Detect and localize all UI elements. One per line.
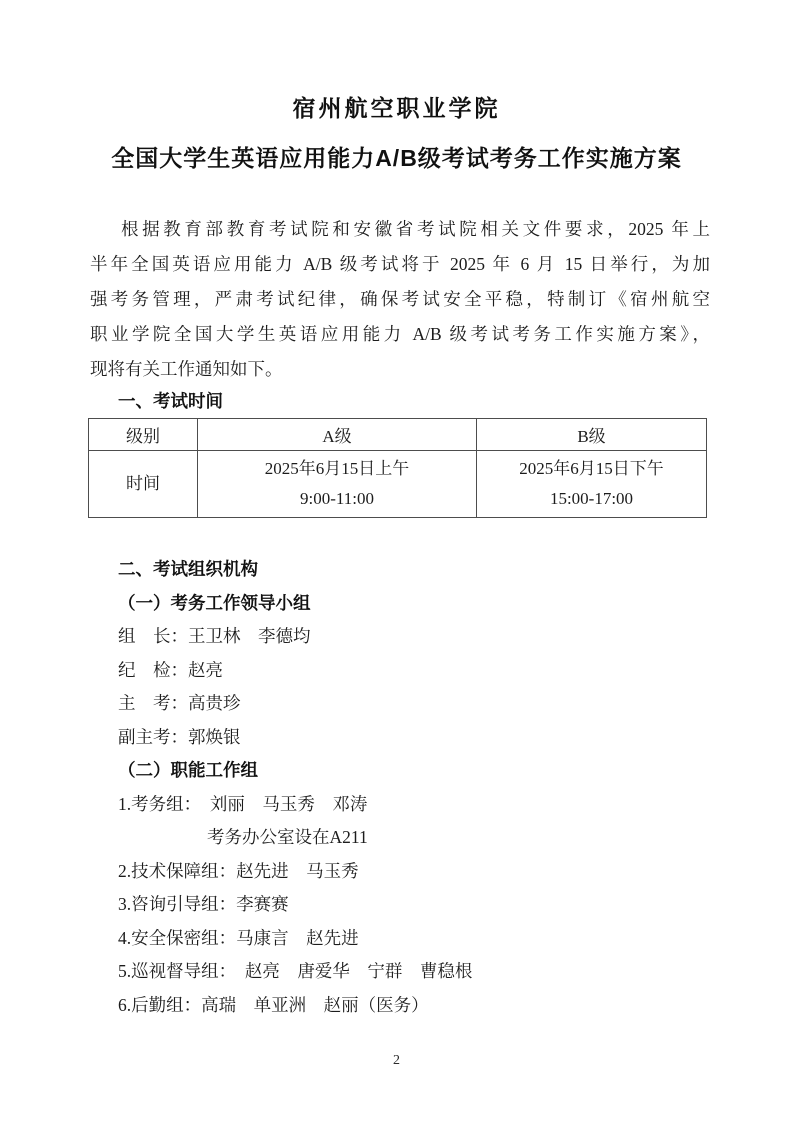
- page-number: 2: [393, 1053, 400, 1068]
- intro-paragraph: [90, 212, 710, 387]
- leading-group-member: 主 考：高贵珍: [118, 693, 241, 713]
- section-exam-organization: [90, 553, 710, 1022]
- leading-group-member: 副主考：郭焕银: [118, 726, 241, 747]
- subheading-leading-group: （一）考务工作领导小组: [118, 592, 311, 613]
- document-subtitle: 全国大学生英语应用能力A/B级考试考务工作实施方案: [111, 145, 682, 171]
- b-time-hours: 15:00-17:00: [549, 489, 634, 508]
- intro-line: 现将有关工作通知如下。: [90, 359, 283, 379]
- table-header-level-b: B级: [477, 419, 707, 451]
- a-time-date: 2025年6月15日上午: [264, 459, 410, 478]
- intro-line: 职业学院全国大学生英语应用能力 A/B 级考试考务工作实施方案》，: [90, 324, 710, 344]
- functional-group-item: 6.后勤组：高瑞 单亚洲 赵丽（医务）: [118, 994, 429, 1015]
- section-heading-exam-time: 一、考试时间: [118, 391, 223, 411]
- functional-group-item: 3.咨询引导组：李赛赛: [118, 894, 289, 914]
- functional-group-item: 5.巡视督导组： 赵亮 唐爱华 宁群 曹稳根: [118, 961, 473, 981]
- exam-time-table: [88, 418, 707, 518]
- document-title: 宿州航空职业学院: [292, 95, 501, 121]
- table-cell-a-time: [198, 451, 477, 518]
- intro-line: 半年全国英语应用能力 A/B 级考试将于 2025 年 6 月 15 日举行，为加: [90, 254, 710, 274]
- intro-line: 强考务管理，严肃考试纪律，确保考试安全平稳，特制订《宿州航空: [90, 289, 710, 309]
- functional-group-item: 1.考务组： 刘丽 马玉秀 邓涛: [118, 793, 368, 814]
- intro-line: 根据教育部教育考试院和安徽省考试院相关文件要求，2025 年上: [121, 219, 710, 239]
- b-time-date: 2025年6月15日下午: [519, 459, 664, 478]
- table-cell-time-label: 时间: [89, 451, 198, 518]
- a-time-hours: 9:00-11:00: [300, 489, 374, 508]
- functional-group-item: 4.安全保密组：马康言 赵先进: [118, 927, 359, 948]
- functional-group-office-note: 考务办公室设在A211: [207, 827, 368, 847]
- subheading-functional-group: （二）职能工作组: [118, 760, 258, 780]
- table-cell-b-time: [477, 451, 707, 518]
- table-header-row: [89, 419, 707, 451]
- leading-group-member: 纪 检：赵亮: [118, 659, 223, 680]
- table-header-level: 级别: [89, 419, 198, 451]
- section-heading-organization: 二、考试组织机构: [118, 559, 258, 579]
- leading-group-member: 组 长：王卫林 李德均: [118, 626, 311, 646]
- functional-group-item: 2.技术保障组：赵先进 马玉秀: [118, 860, 359, 881]
- table-header-level-a: A级: [198, 419, 477, 451]
- table-time-row: [89, 451, 707, 518]
